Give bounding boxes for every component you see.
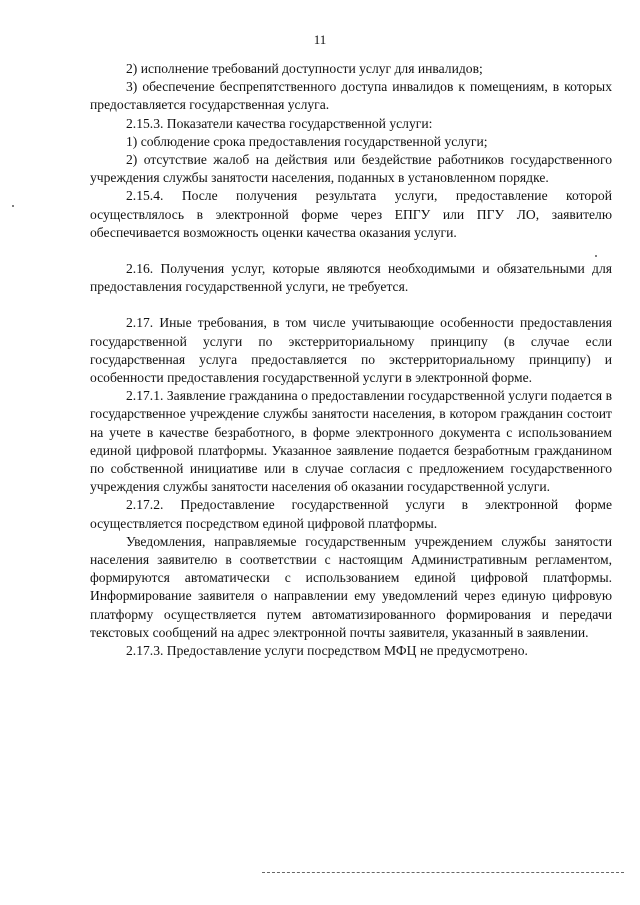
paragraph-2-17: 2.17. Иные требования, в том числе учитывающие особенности предоставления государственной услуги по экстерриториальному принципу (в случае если государственная услуга предоставляется по экстерриториальному принципу) и особенности предоставления государственной услуги в электронной форме. (90, 315, 612, 386)
paragraph-unobstructed-access: 3) обеспечение беспрепятственного доступа инвалидов к помещениям, в которых предоставляется государственная услуга. (90, 79, 612, 113)
scan-speck (595, 255, 597, 257)
paragraph-2-15-3-heading: 2.15.3. Показатели качества государственной услуги: (126, 115, 433, 131)
paragraph-2-17-1: 2.17.1. Заявление гражданина о предоставлении государственной услуги подается в государственное учреждение службы занятости населения, в котором гражданин состоит на учете в качестве безработного, в форме электронного документа с использованием единой цифровой платформы. Указанное заявление подается безработным гражданином по собственной инициативе или в случае согласия с предложением государственного учреждения службы занятости населения об оказании государственной услуги. (90, 388, 612, 495)
scan-speck (12, 205, 14, 207)
paragraph-2-15-4: 2.15.4. После получения результата услуги, предоставление которой осуществлялось в электронной форме через ЕПГУ или ПГУ ЛО, заявителю обеспечивается возможность оценки качества оказания услуги. (90, 188, 612, 240)
paragraph-deadline-compliance: 1) соблюдение срока предоставления государственной услуги; (126, 133, 488, 149)
paragraph-2-17-2: 2.17.2. Предоставление государственной услуги в электронной форме осуществляется посредством единой цифровой платформы. (90, 497, 612, 531)
paragraph-no-complaints: 2) отсутствие жалоб на действия или бездействие работников государственного учреждения службы занятости населения, поданных в установленном порядке. (90, 152, 612, 186)
paragraph-2-17-3: 2.17.3. Предоставление услуги посредством МФЦ не предусмотрено. (126, 643, 528, 659)
page-number: 11 (313, 32, 327, 47)
document-body (90, 60, 612, 660)
paragraph-notifications: Уведомления, направляемые государственным учреждением службы занятости населения заявителю в соответствии с настоящим Административным регламентом, формируются автоматически с использованием единой цифровой платформы. Информирование заявителя о направлении ему уведомлений через единую цифровую платформу осуществляется путем автоматизированного формирования и передачи текстовых сообщений на адрес электронной почты заявителя, указанный в заявлении. (90, 533, 612, 640)
paragraph-accessibility-requirements: 2) исполнение требований доступности услуг для инвалидов; (126, 61, 483, 76)
footer-rule (262, 872, 624, 873)
paragraph-2-16: 2.16. Получения услуг, которые являются необходимыми и обязательными для предоставления государственной услуги, не требуется. (90, 261, 612, 295)
